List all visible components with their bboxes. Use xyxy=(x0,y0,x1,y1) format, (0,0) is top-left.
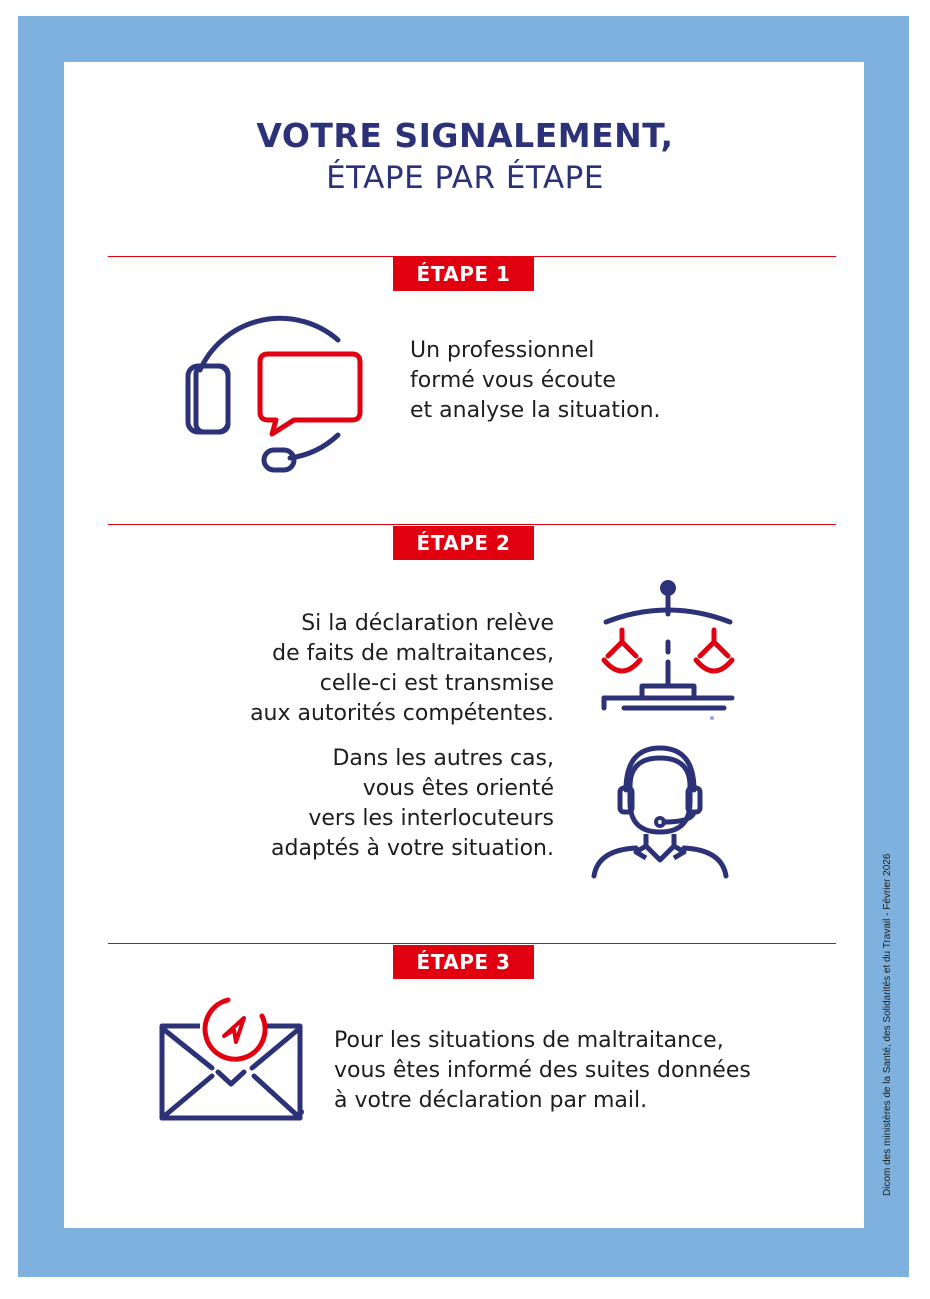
step-2a-text-line: aux autorités compétentes. xyxy=(250,701,554,726)
scales-of-justice-icon xyxy=(598,578,738,728)
step-2a-text-line: de faits de maltraitances, xyxy=(272,641,554,666)
step-3-text-line: vous êtes informé des suites données xyxy=(334,1058,751,1083)
title-line-1: VOTRE SIGNALEMENT, xyxy=(256,116,674,155)
page-title xyxy=(0,116,930,198)
step-2-divider xyxy=(108,524,836,525)
step-1-text-line: formé vous écoute xyxy=(410,368,616,393)
step-2a-text-line: celle-ci est transmise xyxy=(319,671,554,696)
step-2b-text-line: vers les interlocuteurs xyxy=(308,806,554,831)
step-3-divider xyxy=(108,943,836,944)
step-2-badge: ÉTAPE 2 xyxy=(393,526,534,560)
step-2a-text-line: Si la déclaration relève xyxy=(301,611,554,636)
step-2-text-b xyxy=(140,744,554,864)
step-1-text xyxy=(410,336,661,426)
envelope-send-icon xyxy=(158,992,308,1122)
operator-headset-icon xyxy=(588,742,732,882)
step-3-text-line: à votre déclaration par mail. xyxy=(334,1088,648,1113)
step-1-text-line: Un professionnel xyxy=(410,338,595,363)
step-2b-text-line: Dans les autres cas, xyxy=(332,746,554,771)
step-3-text-line: Pour les situations de maltraitance, xyxy=(334,1028,724,1053)
title-line-2: ÉTAPE PAR ÉTAPE xyxy=(326,160,604,196)
step-3-badge: ÉTAPE 3 xyxy=(393,945,534,979)
step-2b-text-line: vous êtes orienté xyxy=(362,776,554,801)
step-1-text-line: et analyse la situation. xyxy=(410,398,661,423)
credit-text: Dicom des ministères de la Santé, des Solidarités et du Travail - Février 2026 xyxy=(882,853,893,1196)
step-3-text xyxy=(334,1026,751,1116)
step-2b-text-line: adaptés à votre situation. xyxy=(271,836,554,861)
step-2-text-a xyxy=(140,609,554,729)
headset-chat-icon xyxy=(180,300,370,480)
step-1-badge: ÉTAPE 1 xyxy=(393,257,534,291)
